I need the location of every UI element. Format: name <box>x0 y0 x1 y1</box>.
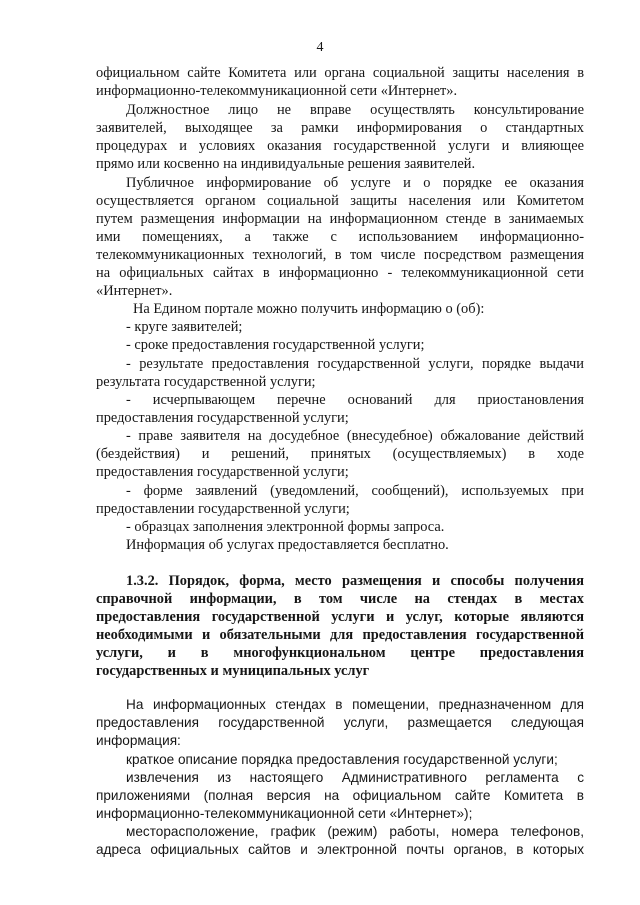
text-line: предоставлении государственной услуги; <box>96 501 350 517</box>
text-line: краткое описание порядка предоставления государственной услуги; <box>126 752 558 767</box>
section-heading-line: услуги, и в многофункциональном центре предоставления <box>96 645 584 661</box>
section-heading-line: государственных и муниципальных услуг <box>96 663 370 679</box>
list-item: - праве заявителя на досудебное (внесудебное) обжалование действий <box>126 428 584 444</box>
text-line: процедурах и условиях оказания государственной услуги и влияющее <box>96 138 584 154</box>
section-heading-line: 1.3.2. Порядок, форма, место размещения и способы получения <box>126 573 584 589</box>
text-line: месторасположение, график (режим) работы, номера телефонов, <box>126 824 584 839</box>
text-line: Публичное информирование об услуге и о порядке ее оказания <box>126 175 584 191</box>
section-heading-line: предоставления государственной услуги и услуг, которые являются <box>96 609 584 625</box>
text-line: предоставления государственной услуги; <box>96 464 349 480</box>
section-heading-line: необходимыми и обязательными для предоставления государственной <box>96 627 584 643</box>
list-item: - форме заявлений (уведомлений, сообщений), используемых при <box>126 483 584 499</box>
text-line: На Едином портале можно получить информацию о (об): <box>133 301 485 317</box>
section-heading-line: справочной информации, в том числе на стендах в местах <box>96 591 584 607</box>
text-line: извлечения из настоящего Административного регламента с <box>126 770 584 785</box>
list-item: - результате предоставления государственной услуги, порядке выдачи <box>126 356 584 372</box>
text-line: заявителей, выходящее за рамки информирования о стандартных <box>96 120 584 136</box>
text-line: на официальных сайтах в информационно - телекоммуникационной сети <box>96 265 584 281</box>
list-item: - сроке предоставления государственной услуги; <box>126 337 425 353</box>
list-item: - образцах заполнения электронной формы запроса. <box>126 519 445 535</box>
text-line: (бездействия) и решений, принятых (осуществляемых) в ходе <box>96 446 584 462</box>
text-line: адреса официальных сайтов и электронной почты органов, в которых <box>96 842 584 857</box>
list-item: - исчерпывающем перечне оснований для приостановления <box>126 392 584 408</box>
list-item: - круге заявителей; <box>126 319 243 335</box>
text-line: информация: <box>96 733 181 748</box>
text-line: предоставления государственной услуги, размещается следующая <box>96 715 584 730</box>
text-line: Информация об услугах предоставляется бесплатно. <box>126 537 449 553</box>
text-line: телекоммуникационных технологий, в том числе посредством размещения <box>96 247 584 263</box>
page-number: 4 <box>316 40 324 55</box>
text-line: путем размещения информации на информационном стенде в занимаемых <box>96 211 584 227</box>
text-line: приложениями (полная версия на официальном сайте Комитета в <box>96 788 584 803</box>
text-line: прямо или косвенно на индивидуальные решения заявителей. <box>96 156 476 172</box>
text-line: На информационных стендах в помещении, предназначенном для <box>126 697 584 712</box>
text-line: осуществляется органом социальной защиты населения или Комитетом <box>96 193 584 209</box>
text-line: информационно-телекоммуникационной сети «Интернет»); <box>96 806 473 821</box>
text-line: информационно-телекоммуникационной сети «Интернет». <box>96 83 458 99</box>
text-line: ими помещениях, а также с использованием информационно- <box>96 229 584 245</box>
text-line: «Интернет». <box>96 283 173 299</box>
text-line: официальном сайте Комитета или органа социальной защиты населения в <box>96 65 584 81</box>
text-line: результата государственной услуги; <box>96 374 316 390</box>
text-line: Должностное лицо не вправе осуществлять консультирование <box>126 102 584 118</box>
text-line: предоставления государственной услуги; <box>96 410 349 426</box>
